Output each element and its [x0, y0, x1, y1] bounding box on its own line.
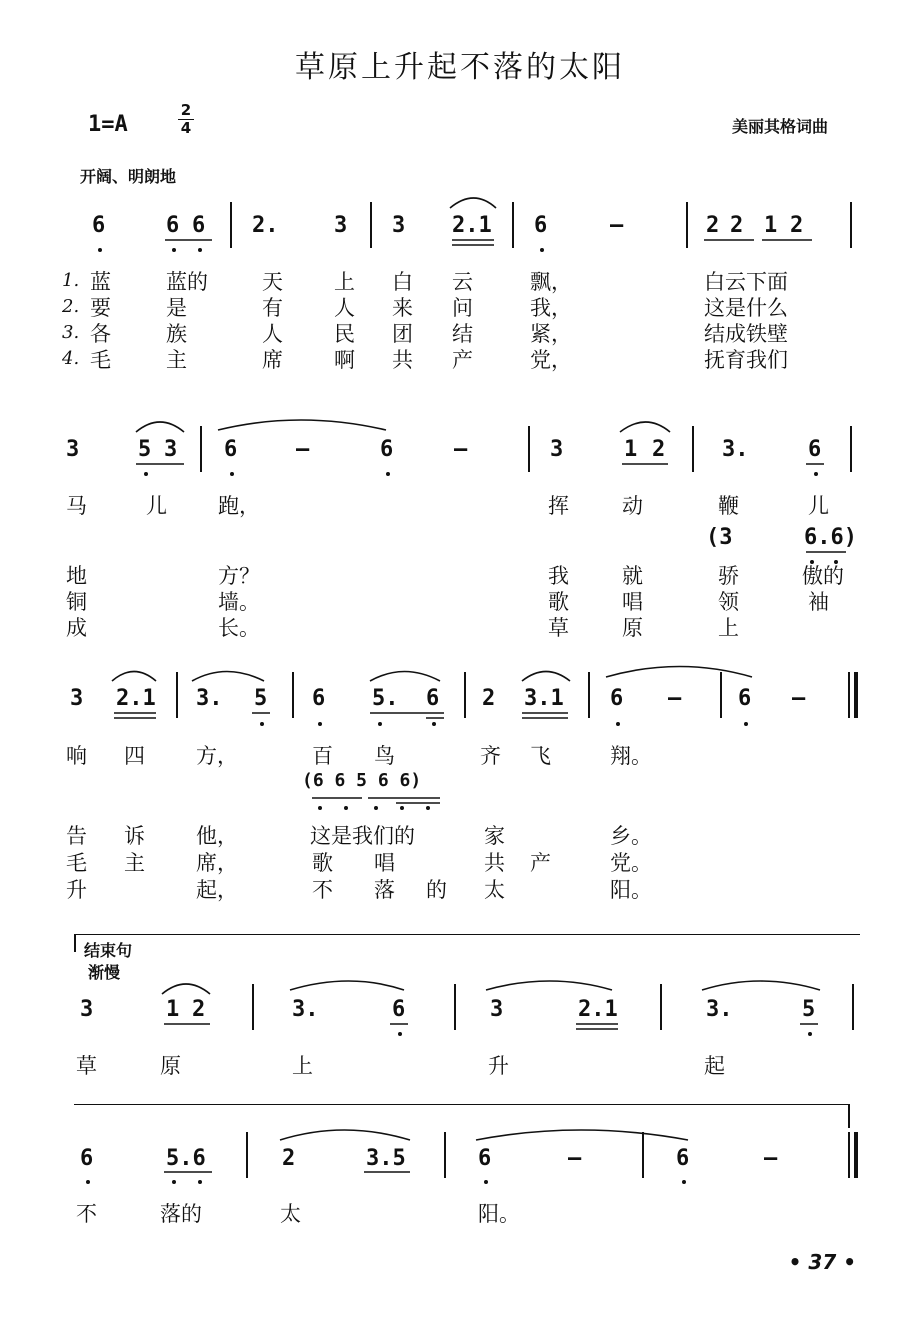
slur — [192, 672, 264, 682]
lyric: 主 — [166, 348, 187, 372]
note: 3 — [70, 686, 84, 711]
lyric: 上 — [292, 1054, 313, 1078]
lyric: 他， — [196, 824, 238, 848]
lyric: 来 — [392, 296, 413, 320]
octave-dot — [744, 722, 748, 726]
note: 5 — [802, 997, 816, 1022]
verse-number: 1. — [62, 270, 80, 291]
note: 3. — [722, 437, 749, 462]
lyric: 党， — [530, 348, 572, 372]
lyric: 百 — [312, 744, 333, 768]
lyric: 啊 — [334, 348, 355, 372]
lyric: 骄 — [718, 564, 739, 588]
lyric: 这是什么 — [704, 296, 788, 320]
octave-dot — [810, 560, 814, 564]
slur — [476, 1130, 688, 1140]
note: 2 — [192, 997, 206, 1022]
lyric: 主 — [124, 851, 145, 875]
lyric: 上 — [718, 616, 739, 640]
lyric: 阳。 — [478, 1202, 520, 1226]
lyric: 袖 — [808, 590, 829, 614]
note: 2 — [790, 213, 804, 238]
lyric: 云 — [452, 270, 473, 294]
lyric: 告 — [66, 824, 87, 848]
lyric: 结成铁壁 — [704, 322, 788, 346]
lyric: 方， — [196, 744, 238, 768]
lyric: 鞭 — [718, 494, 739, 518]
lyric: 结 — [452, 322, 473, 346]
lyric: 唱 — [374, 851, 395, 875]
key-signature: 1=A — [88, 112, 128, 137]
octave-dot — [386, 472, 390, 476]
lyric: 长。 — [218, 616, 260, 640]
lyric: 方？ — [218, 564, 260, 588]
lyric: 我 — [548, 564, 569, 588]
octave-dot — [172, 1180, 176, 1184]
octave-dot — [400, 806, 404, 810]
page-number-value: 37 — [808, 1250, 837, 1274]
octave-dot — [616, 722, 620, 726]
note: 2. — [252, 213, 279, 238]
lyric: 蓝 — [90, 270, 111, 294]
lyric: 白 — [392, 270, 413, 294]
octave-dot — [318, 722, 322, 726]
octave-dot — [198, 1180, 202, 1184]
lyric: 儿 — [808, 494, 829, 518]
lyric: 产 — [530, 851, 551, 875]
alt-notes: 6.6) — [804, 525, 857, 550]
lyric: 不 — [76, 1202, 97, 1226]
lyric: 墙。 — [218, 590, 260, 614]
note: 6 — [380, 437, 394, 462]
lyric: 党。 — [610, 851, 652, 875]
lyric: 就 — [622, 564, 643, 588]
slur — [606, 667, 752, 678]
note: 6 — [426, 686, 440, 711]
octave-dot — [540, 248, 544, 252]
note: 3 — [550, 437, 564, 462]
note: 2 — [730, 213, 744, 238]
note: 6 — [392, 997, 406, 1022]
lyric: 草 — [76, 1054, 97, 1078]
note: 6 — [192, 213, 206, 238]
note: 3. — [706, 997, 733, 1022]
lyric: 是 — [166, 296, 187, 320]
lyric: 毛 — [66, 851, 87, 875]
note: 3 — [164, 437, 178, 462]
octave-dot — [260, 722, 264, 726]
lyric: 上 — [334, 270, 355, 294]
lyric: 落的 — [160, 1202, 202, 1226]
lyric: 起， — [196, 878, 238, 902]
note: – — [454, 437, 468, 462]
lyric: 乡。 — [610, 824, 652, 848]
octave-dot — [86, 1180, 90, 1184]
note: – — [792, 686, 806, 711]
lyric: 我， — [530, 296, 572, 320]
slur — [486, 981, 612, 990]
note: 6 — [80, 1146, 94, 1171]
octave-dot — [318, 806, 322, 810]
lyric: 原 — [622, 616, 643, 640]
note: 6 — [478, 1146, 492, 1171]
song-title: 草原上升起不落的太阳 — [295, 50, 625, 85]
note: 6 — [676, 1146, 690, 1171]
note: – — [296, 437, 310, 462]
verse-number: 4. — [62, 348, 80, 369]
note: 2.1 — [578, 997, 618, 1022]
lyric: 族 — [166, 322, 187, 346]
slur — [450, 198, 496, 208]
alt-notes: (3 — [706, 525, 733, 550]
lyric: 地 — [66, 564, 87, 588]
lyric: 升 — [488, 1054, 509, 1078]
lyric: 的 — [426, 878, 447, 902]
octave-dot — [426, 806, 430, 810]
lyric: 升 — [66, 878, 87, 902]
note: 2 — [706, 213, 720, 238]
lyric: 鸟 — [374, 744, 395, 768]
lyric: 铜 — [66, 590, 87, 614]
octave-dot — [432, 722, 436, 726]
lyric: 歌 — [548, 590, 569, 614]
ending-label: 结束句 — [84, 941, 133, 960]
lyric: 席， — [196, 851, 238, 875]
lyric: 飘， — [530, 270, 572, 294]
note: 6 — [610, 686, 624, 711]
note: – — [610, 213, 624, 238]
lyric: 响 — [66, 744, 87, 768]
slur — [136, 422, 184, 432]
lyric: 白云下面 — [704, 270, 788, 294]
lyric: 领 — [718, 590, 739, 614]
composer-credit: 美丽其格词曲 — [731, 117, 828, 136]
octave-dot — [344, 806, 348, 810]
lyric: 产 — [452, 348, 473, 372]
note: 5 — [138, 437, 152, 462]
lyric: 人 — [334, 296, 355, 320]
lyric: 要 — [90, 296, 111, 320]
lyric: 原 — [160, 1054, 181, 1078]
note: 2.1 — [116, 686, 156, 711]
lyric: 共 — [392, 348, 413, 372]
octave-dot — [484, 1180, 488, 1184]
lyric: 飞 — [530, 744, 551, 768]
lyric: 跑， — [218, 494, 260, 518]
note: 1 — [166, 997, 180, 1022]
note: 5 — [254, 686, 268, 711]
lyric: 草 — [548, 616, 569, 640]
lyric: 诉 — [124, 824, 145, 848]
lyric: 问 — [452, 296, 473, 320]
lyric: 蓝的 — [166, 270, 208, 294]
note: 2.1 — [452, 213, 492, 238]
slur — [370, 672, 440, 682]
note: 6 — [534, 213, 548, 238]
lyric: 起 — [704, 1054, 725, 1078]
note: 3. — [292, 997, 319, 1022]
note: 1 — [624, 437, 638, 462]
lyric: 唱 — [622, 590, 643, 614]
note: 3 — [392, 213, 406, 238]
octave-dot — [398, 1032, 402, 1036]
note: 3 — [490, 997, 504, 1022]
lyric: 傲的 — [802, 564, 844, 588]
verse-number: 2. — [62, 296, 80, 317]
note: – — [764, 1146, 778, 1171]
note: 2 — [652, 437, 666, 462]
note: 6 — [738, 686, 752, 711]
lyric: 各 — [90, 322, 111, 346]
slur — [290, 981, 404, 990]
lyric: 四 — [124, 744, 145, 768]
note: 3. — [196, 686, 223, 711]
lyric: 成 — [66, 616, 87, 640]
lyric: 太 — [280, 1202, 301, 1226]
note: 3 — [334, 213, 348, 238]
slur — [522, 672, 570, 682]
ending-tempo: 渐慢 — [88, 963, 121, 982]
note: – — [668, 686, 682, 711]
lyric: 天 — [262, 270, 283, 294]
octave-dot — [172, 248, 176, 252]
note: 6 — [808, 437, 822, 462]
lyric: 毛 — [90, 348, 111, 372]
slur — [162, 984, 210, 994]
lyric: 不 — [312, 878, 333, 902]
octave-dot — [834, 560, 838, 564]
lyric: 民 — [334, 322, 355, 346]
time-sig-numerator: 2 — [180, 101, 192, 119]
lyric: 人 — [262, 322, 283, 346]
note: 5. — [372, 686, 399, 711]
octave-dot — [98, 248, 102, 252]
lyric: 席 — [262, 348, 283, 372]
lyric: 翔。 — [610, 744, 652, 768]
octave-dot — [814, 472, 818, 476]
lyric: 儿 — [146, 494, 167, 518]
page-number: • 37 • — [788, 1250, 856, 1274]
lyric: 歌 — [312, 851, 333, 875]
note: – — [568, 1146, 582, 1171]
octave-dot — [230, 472, 234, 476]
slur — [280, 1130, 410, 1140]
time-sig-denominator: 4 — [180, 119, 192, 137]
lyric: 挥 — [548, 494, 569, 518]
octave-dot — [378, 722, 382, 726]
note: 3 — [66, 437, 80, 462]
note: 3.5 — [366, 1146, 406, 1171]
lyric: 共 — [484, 851, 505, 875]
verse-number: 3. — [62, 322, 80, 343]
tempo-marking: 开阔、明朗地 — [80, 167, 177, 186]
lyric: 动 — [622, 494, 643, 518]
note: 1 — [764, 213, 778, 238]
slur — [218, 420, 386, 430]
note: 5.6 — [166, 1146, 206, 1171]
lyric: 紧， — [530, 322, 572, 346]
lyric: 阳。 — [610, 878, 652, 902]
note: 3.1 — [524, 686, 564, 711]
note: 2 — [282, 1146, 296, 1171]
note: 6 — [166, 213, 180, 238]
alt-notes: (6 6 5 6 6) — [302, 770, 422, 791]
octave-dot — [808, 1032, 812, 1036]
lyric: 太 — [484, 878, 505, 902]
octave-dot — [374, 806, 378, 810]
slur — [702, 981, 820, 990]
lyric: 齐 — [480, 744, 501, 768]
lyric: 马 — [66, 494, 87, 518]
note: 6 — [92, 213, 106, 238]
note: 6 — [224, 437, 238, 462]
lyric: 抚育我们 — [704, 348, 788, 372]
note: 2 — [482, 686, 496, 711]
octave-dot — [682, 1180, 686, 1184]
lyric: 家 — [484, 824, 505, 848]
octave-dot — [198, 248, 202, 252]
lyric: 有 — [262, 296, 283, 320]
octave-dot — [144, 472, 148, 476]
slur — [620, 422, 670, 432]
lyric: 这是我们的 — [310, 824, 415, 848]
slur — [112, 672, 156, 682]
note: 6 — [312, 686, 326, 711]
lyric: 团 — [392, 322, 413, 346]
note: 3 — [80, 997, 94, 1022]
lyric: 落 — [374, 878, 395, 902]
